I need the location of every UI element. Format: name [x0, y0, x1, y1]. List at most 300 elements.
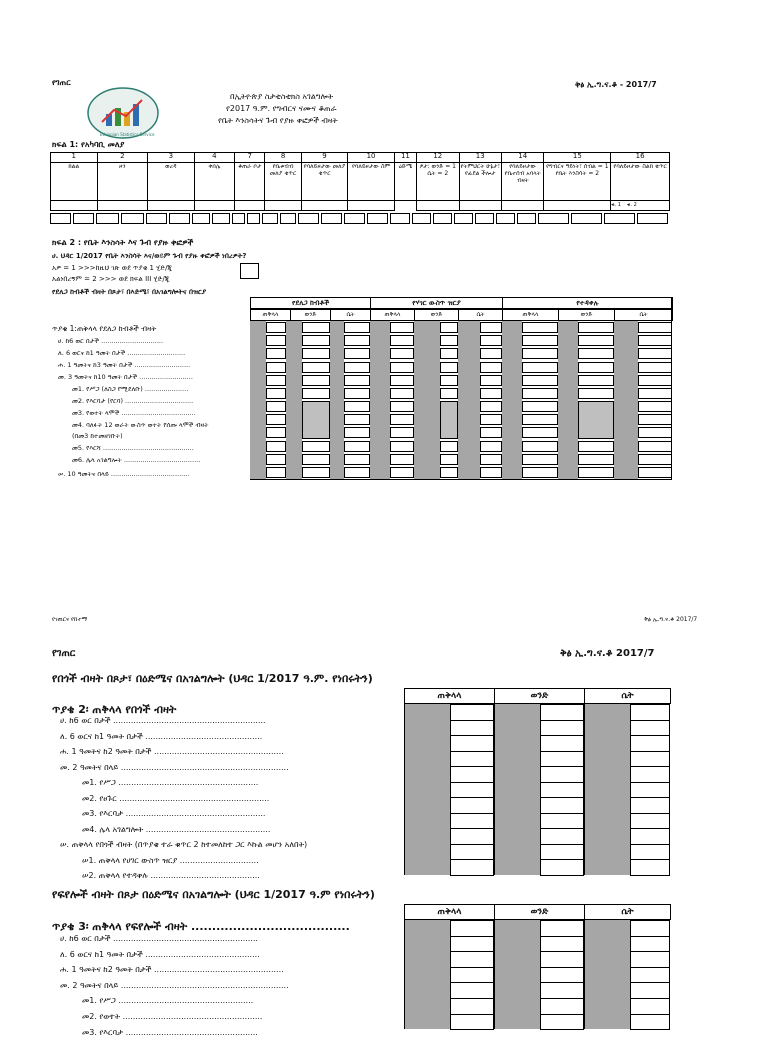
column-header: ሴት [584, 688, 671, 704]
entry-box[interactable] [450, 751, 494, 768]
blank-cell [544, 201, 611, 211]
q2-item: መ4. ሌላ አገልግሎት ................................................. [82, 824, 271, 834]
entry-box[interactable] [540, 920, 584, 937]
entry-box[interactable] [433, 213, 452, 224]
gray-column [458, 321, 480, 479]
q2-item: መ3. የእርባታ ....................................................... [82, 809, 266, 818]
cattle-entry-box[interactable] [440, 362, 458, 373]
cattle-entry-box[interactable] [578, 441, 614, 452]
column-number: 4 [194, 153, 234, 163]
cattle-entry-box[interactable] [390, 401, 414, 412]
entry-box[interactable] [212, 213, 230, 224]
cattle-entry-box[interactable] [522, 388, 558, 399]
cattle-entry-box[interactable] [480, 427, 502, 438]
column-label: ፆታ: ወንድ = 1 ሴት = 2 [417, 163, 459, 201]
entry-box[interactable] [540, 998, 584, 1015]
shaded-block [578, 401, 614, 439]
entry-box[interactable] [540, 813, 584, 830]
column-label: ክልል [51, 163, 98, 201]
cattle-entry-box[interactable] [578, 322, 614, 333]
cattle-entry-box[interactable] [344, 454, 370, 465]
blank-cell [97, 201, 148, 211]
gray-column [558, 321, 578, 479]
cattle-entry-box[interactable] [638, 414, 672, 425]
table-mid-line [584, 704, 585, 875]
column-number: 15 [544, 153, 611, 163]
q2-item: ሠ. ጠቅላላ የበጎች ብዛት (በጥያቄ ተራ ቁጥር 2 ከተመለከተ ጋር እኩል መሆን አለበት) [60, 840, 308, 849]
cattle-entry-box[interactable] [344, 362, 370, 373]
blank-cell [611, 201, 670, 211]
column-label: የትምህርት ሁኔታ፣ የፊደል ችሎታ [459, 163, 501, 201]
column-label: ቀበሌ [194, 163, 234, 201]
gray-column [404, 704, 450, 875]
gray-column [286, 321, 302, 479]
entry-box[interactable] [298, 213, 319, 224]
entry-box[interactable] [630, 782, 670, 799]
cattle-entry-box[interactable] [578, 335, 614, 346]
column-number: 11 [394, 153, 416, 163]
column-number: 3 [148, 153, 195, 163]
cattle-entry-box[interactable] [344, 388, 370, 399]
entry-box[interactable] [412, 213, 431, 224]
entry-box[interactable] [450, 951, 494, 968]
cattle-entry-box[interactable] [302, 362, 330, 373]
table-right-line [671, 297, 672, 479]
phone-label-1: ቁ. 1 [611, 202, 621, 208]
column-header: ጠቅላላ [404, 688, 495, 704]
section2-title: ክፍል 2 : የቤት እንስሳት እና ጉብ የያዙ ቀፎዎች [52, 238, 194, 247]
cattle-entry-box[interactable] [480, 375, 502, 386]
sheep-section-title: የበጎች ብዛት በጾታ፣ በዕድሜና በአገልግሎት (ህዳር 1/2017 ዓ.ም. የነበሩትን) [52, 672, 373, 685]
cattle-entry-box[interactable] [638, 322, 672, 333]
sub-header: ወንድ [290, 309, 331, 321]
gray-column [584, 920, 630, 1029]
cattle-entry-box[interactable] [390, 322, 414, 333]
cattle-entry-box[interactable] [302, 335, 330, 346]
sub-header: ጠቅላላ [370, 309, 415, 321]
entry-box[interactable] [450, 920, 494, 937]
cattle-entry-box[interactable] [266, 414, 286, 425]
entry-box[interactable] [540, 859, 584, 876]
entry-box[interactable] [630, 967, 670, 984]
cattle-note: የደለጋ ከብቶች ብዛት በጾታ፣ በእድሜ፣ በአገልግሎትና በዝርያ [52, 288, 207, 296]
column-label: ዞን [97, 163, 148, 201]
title-line-3: የቤት እንስሳትና ጉብ የያዙ ቀፎዎች ብዛት [218, 116, 338, 125]
entry-box[interactable] [630, 766, 670, 783]
q2-item: ሀ. ከ6 ወር በታች ............................................................ [60, 716, 266, 725]
cattle-entry-box[interactable] [344, 414, 370, 425]
column-label: የግብርና ዓይነት፣ ሰብል = 1 የቤት እንስሳት = 2 [544, 163, 611, 201]
entry-box[interactable] [450, 844, 494, 861]
cattle-entry-box[interactable] [440, 322, 458, 333]
entry-box[interactable] [540, 751, 584, 768]
entry-box[interactable] [571, 213, 602, 224]
cattle-entry-box[interactable] [638, 388, 672, 399]
entry-box[interactable] [262, 213, 278, 224]
entry-box[interactable] [192, 213, 210, 224]
cattle-entry-box[interactable] [266, 388, 286, 399]
cattle-entry-box[interactable] [522, 375, 558, 386]
entry-box[interactable] [630, 951, 670, 968]
entry-box[interactable] [232, 213, 245, 224]
blank-cell [348, 201, 395, 211]
page2-form-code: ቅፅ ኢ.ግ.ና.ቆ 2017/7 [560, 648, 655, 659]
q3-item: ሀ. ከ6 ወር በታች ......................................................... [60, 934, 258, 943]
cattle-entry-box[interactable] [390, 467, 414, 478]
cattle-entry-box[interactable] [638, 362, 672, 373]
cattle-entry-box[interactable] [480, 362, 502, 373]
table-mid-line [494, 704, 495, 875]
q1-item: ሠ. 10 ዓመትና በላይ ...................................... [58, 470, 190, 478]
column-header: ወንድ [494, 904, 585, 920]
group-header: የደለጋ ከብቶች [250, 297, 371, 309]
cattle-entry-box[interactable] [522, 362, 558, 373]
q2-item: ሠ1. ጠቅላላ የሀገር ውስጥ ዝርያ ............................... [82, 855, 259, 865]
table-left-line [404, 704, 405, 875]
column-label: የባለይዞታው ስልክ ቁጥር [611, 163, 670, 201]
cattle-entry-box[interactable] [344, 348, 370, 359]
gray-column [404, 920, 450, 1029]
section1-table [50, 152, 670, 211]
entry-box[interactable] [475, 213, 494, 224]
column-number: 12 [417, 153, 459, 163]
entry-box[interactable] [454, 213, 473, 224]
cattle-entry-box[interactable] [390, 427, 414, 438]
cattle-entry-box[interactable] [344, 441, 370, 452]
entry-box[interactable] [450, 859, 494, 876]
answer-yes: አዎ = 1 >>>ከዚህ ገጽ ወደ ጥያቄ 1 ሂድ/ጂ [52, 264, 173, 272]
cattle-entry-box[interactable] [638, 375, 672, 386]
entry-box[interactable] [450, 797, 494, 814]
entry-box[interactable] [169, 213, 190, 224]
q1-item: መ1. የሥጋ (ለስጋ የሚደለቡ) ..................... [72, 385, 189, 393]
blank-cell [301, 201, 348, 211]
column-label: የባለይዞታው ስም [348, 163, 395, 201]
sub-header: ወንድ [558, 309, 615, 321]
cattle-entry-box[interactable] [344, 467, 370, 478]
cattle-entry-box[interactable] [522, 454, 558, 465]
cattle-entry-box[interactable] [480, 441, 502, 452]
page-footer-right: ቅፅ ኢ.ግ.ና.ቆ 2017/7 [644, 616, 698, 623]
cattle-entry-box[interactable] [302, 441, 330, 452]
cattle-entry-box[interactable] [638, 467, 672, 478]
q2-item: ሠ2. ጠቅላላ የተዳቀሉ ........................................... [82, 871, 260, 880]
entry-box[interactable] [540, 797, 584, 814]
cattle-entry-box[interactable] [578, 388, 614, 399]
entry-box[interactable] [540, 1014, 584, 1031]
cattle-entry-box[interactable] [390, 388, 414, 399]
column-label: የባለይዞታው የቤተሰብ አባላት ብዛት [502, 163, 544, 201]
gray-column [250, 321, 266, 479]
column-number: 1 [51, 153, 98, 163]
blank-cell [235, 201, 265, 211]
cattle-entry-box[interactable] [266, 362, 286, 373]
entry-box[interactable] [450, 735, 494, 752]
entry-box[interactable] [630, 704, 670, 721]
title-line-2: የ2017 ዓ.ም. የግብርና ናሙና ቆጠራ [226, 104, 337, 113]
cattle-entry-box[interactable] [266, 454, 286, 465]
column-label: የቤቱብብ መለያ ቁጥር [265, 163, 301, 201]
entry-box[interactable] [630, 828, 670, 845]
entry-box[interactable] [344, 213, 365, 224]
cattle-entry-box[interactable] [266, 441, 286, 452]
entry-box[interactable] [637, 213, 668, 224]
column-number: 9 [301, 153, 348, 163]
gray-column [414, 321, 440, 479]
cattle-entry-box[interactable] [638, 427, 672, 438]
entry-box[interactable] [73, 213, 94, 224]
cattle-entry-box[interactable] [344, 401, 370, 412]
cattle-entry-box[interactable] [390, 348, 414, 359]
entry-box[interactable] [450, 936, 494, 953]
entry-box[interactable] [450, 982, 494, 999]
q3-item: መ2. የወተት ....................................................... [82, 1012, 263, 1021]
q1-item: መ2. የእርባታ (የርባ) ................................. [72, 397, 194, 405]
cattle-entry-box[interactable] [390, 414, 414, 425]
cattle-entry-box[interactable] [266, 335, 286, 346]
q1-title: ጥያቄ 1:ጠቅላላ የደለጋ ከብቶች ብዛት [52, 324, 157, 333]
entry-box[interactable] [540, 951, 584, 968]
entry-box[interactable] [604, 213, 635, 224]
entry-box[interactable] [517, 213, 536, 224]
cattle-entry-box[interactable] [440, 454, 458, 465]
page1-header-left: የገጠር [52, 78, 71, 87]
cattle-entry-box[interactable] [522, 322, 558, 333]
cattle-entry-box[interactable] [522, 335, 558, 346]
cattle-entry-box[interactable] [480, 467, 502, 478]
entry-box[interactable] [630, 813, 670, 830]
sub-header: ሴት [614, 309, 673, 321]
entry-box[interactable] [280, 213, 296, 224]
column-number: 8 [265, 153, 301, 163]
cattle-entry-box[interactable] [480, 348, 502, 359]
q1-item: መ6. ሌላ አገልግሎት ..................................... [72, 456, 201, 464]
cattle-entry-box[interactable] [480, 335, 502, 346]
cattle-entry-box[interactable] [638, 401, 672, 412]
entry-box[interactable] [540, 967, 584, 984]
entry-box[interactable] [540, 704, 584, 721]
cattle-entry-box[interactable] [480, 388, 502, 399]
table-bottom-line [250, 479, 672, 480]
cattle-entry-box[interactable] [480, 454, 502, 465]
entry-box[interactable] [630, 1014, 670, 1031]
cattle-entry-box[interactable] [522, 467, 558, 478]
gray-column [584, 704, 630, 875]
entry-box[interactable] [450, 1014, 494, 1031]
gray-column [502, 321, 522, 479]
cattle-entry-box[interactable] [480, 322, 502, 333]
blank-cell [51, 201, 98, 211]
q1-item: ለ. 6 ወርና ከ1 ዓመት በታች ............................ [58, 349, 186, 357]
column-label: የባለይዞታው መለያ ቁጥር [301, 163, 348, 201]
cattle-entry-box[interactable] [638, 335, 672, 346]
cattle-entry-box[interactable] [302, 467, 330, 478]
entry-box[interactable] [630, 982, 670, 999]
cattle-entry-box[interactable] [578, 362, 614, 373]
cattle-entry-box[interactable] [302, 375, 330, 386]
cattle-entry-box[interactable] [480, 401, 502, 412]
column-label: ወረዳ [148, 163, 195, 201]
cattle-entry-box[interactable] [522, 401, 558, 412]
cattle-entry-box[interactable] [578, 467, 614, 478]
gray-column [370, 321, 390, 479]
column-number: 10 [348, 153, 395, 163]
entry-box[interactable] [321, 213, 342, 224]
entry-box[interactable] [540, 982, 584, 999]
shaded-block [302, 401, 330, 439]
entry-box[interactable] [450, 828, 494, 845]
cattle-entry-box[interactable] [266, 322, 286, 333]
entry-box[interactable] [630, 859, 670, 876]
entry-box[interactable] [540, 782, 584, 799]
cattle-entry-box[interactable] [266, 375, 286, 386]
entry-box[interactable] [630, 797, 670, 814]
entry-box[interactable] [630, 751, 670, 768]
entry-box[interactable] [540, 766, 584, 783]
section1-title: ክፍል 1: የአካባቢ መለያ [52, 140, 125, 149]
entry-box[interactable] [630, 735, 670, 752]
column-label: ዕድሜ [394, 163, 416, 201]
cattle-entry-box[interactable] [638, 348, 672, 359]
entry-box[interactable] [450, 766, 494, 783]
cattle-entry-box[interactable] [440, 388, 458, 399]
entry-box[interactable] [630, 844, 670, 861]
entry-box[interactable] [96, 213, 119, 224]
entry-box[interactable] [450, 813, 494, 830]
cattle-entry-box[interactable] [390, 441, 414, 452]
entry-box[interactable] [367, 213, 388, 224]
q3-item: መ. 2 ዓመትና በላይ .................................................................. [60, 980, 289, 990]
cattle-entry-box[interactable] [638, 454, 672, 465]
cattle-entry-box[interactable] [344, 335, 370, 346]
column-header: ወንድ [494, 688, 585, 704]
question-a: ሀ. ህዳር 1/2017 የቤት እንስሳት እና/ወይም ጉብ የያዙ ቀፎዎች ነበረዎት? [52, 252, 247, 260]
blank-cell [265, 201, 301, 211]
cattle-entry-box[interactable] [440, 348, 458, 359]
q3-title: ጥያቄ 3፡ ጠቅላላ የፍየሎች ብዛት ...................................... [52, 920, 350, 933]
group-header: የተዳቀሉ [502, 297, 673, 309]
entry-box[interactable] [450, 704, 494, 721]
entry-box[interactable] [496, 213, 515, 224]
cattle-entry-box[interactable] [578, 375, 614, 386]
sub-header: ጠቅላላ [502, 309, 559, 321]
entry-box[interactable] [538, 213, 569, 224]
cattle-entry-box[interactable] [344, 375, 370, 386]
blank-cell [148, 201, 195, 211]
entry-box[interactable] [540, 936, 584, 953]
cattle-entry-box[interactable] [390, 375, 414, 386]
table-mid-line [494, 920, 495, 1029]
cattle-entry-box[interactable] [302, 322, 330, 333]
sub-header: ጠቅላላ [250, 309, 291, 321]
cattle-entry-box[interactable] [440, 441, 458, 452]
answer-code-box[interactable] [240, 263, 259, 279]
q2-item: መ. 2 ዓመትና በላይ .................................................................. [60, 762, 289, 772]
cattle-entry-box[interactable] [344, 427, 370, 438]
cattle-entry-box[interactable] [302, 388, 330, 399]
answer-no: አልነበረኝም = 2 >>> ወደ ክፍል III ሂድ/ጂ [52, 275, 170, 283]
entry-box[interactable] [450, 782, 494, 799]
entry-box[interactable] [450, 967, 494, 984]
shaded-block [440, 401, 458, 439]
entry-box[interactable] [146, 213, 167, 224]
cattle-entry-box[interactable] [522, 348, 558, 359]
cattle-entry-box[interactable] [440, 467, 458, 478]
page-footer-left: የገጠርና የከተማ [52, 616, 88, 623]
cattle-entry-box[interactable] [266, 401, 286, 412]
logo-text: Ethiopian Statistics Service [100, 132, 155, 137]
q1-item: መ5. የእርሻ ............................................ [72, 444, 194, 452]
entry-box[interactable] [540, 844, 584, 861]
entry-box[interactable] [121, 213, 144, 224]
cattle-entry-box[interactable] [302, 348, 330, 359]
blank-cell [417, 201, 459, 211]
q1-item: (በመ3 ከተመዘገቡት) [72, 432, 123, 440]
q2-title: ጥያቄ 2፡ ጠቅላላ የበጎች ብዛት [52, 703, 177, 716]
entry-box[interactable] [540, 720, 584, 737]
cattle-entry-box[interactable] [480, 414, 502, 425]
sub-header: ወንድ [414, 309, 459, 321]
column-label: ቆጠራ ቦታ [235, 163, 265, 201]
cattle-entry-box[interactable] [578, 454, 614, 465]
entry-box[interactable] [390, 213, 410, 224]
phone-label-2: ቁ. 2 [626, 202, 637, 208]
sub-header: ሴት [330, 309, 371, 321]
cattle-entry-box[interactable] [390, 454, 414, 465]
entry-box[interactable] [50, 213, 71, 224]
q2-item: ሐ. 1 ዓመትና ከ2 ዓመት በታች ................................................... [60, 747, 284, 756]
blank-cell [194, 201, 234, 211]
q2-item: ለ. 6 ወርና ከ1 ዓመት በታች .............................................. [60, 731, 263, 741]
page1-form-code: ቅፅ ኢ.ግ.ና.ቆ - 2017/7 [575, 80, 657, 89]
cattle-entry-box[interactable] [522, 441, 558, 452]
sub-header: ሴት [458, 309, 503, 321]
gray-column [494, 704, 540, 875]
q1-item: ሐ. 1 ዓመትና ከ3 ዓመት በታች ........................... [58, 361, 191, 369]
cattle-entry-box[interactable] [522, 414, 558, 425]
entry-box[interactable] [630, 936, 670, 953]
column-number: 14 [502, 153, 544, 163]
cattle-entry-box[interactable] [266, 467, 286, 478]
column-number: 7 [235, 153, 265, 163]
blank-cell [459, 201, 501, 211]
cattle-entry-box[interactable] [390, 335, 414, 346]
cattle-entry-box[interactable] [440, 375, 458, 386]
cattle-entry-box[interactable] [440, 335, 458, 346]
q3-item: መ3. የእርባታ .................................................... [82, 1027, 258, 1037]
gray-column [494, 920, 540, 1029]
entry-box[interactable] [450, 720, 494, 737]
column-header: ጠቅላላ [404, 904, 495, 920]
entry-box[interactable] [540, 828, 584, 845]
cattle-entry-box[interactable] [578, 348, 614, 359]
entry-box[interactable] [540, 735, 584, 752]
entry-box[interactable] [630, 720, 670, 737]
entry-box[interactable] [247, 213, 260, 224]
cattle-entry-box[interactable] [302, 454, 330, 465]
column-number: 16 [611, 153, 670, 163]
cattle-entry-box[interactable] [266, 427, 286, 438]
entry-box[interactable] [630, 998, 670, 1015]
entry-box[interactable] [450, 998, 494, 1015]
cattle-entry-box[interactable] [522, 427, 558, 438]
cattle-entry-box[interactable] [390, 362, 414, 373]
cattle-entry-box[interactable] [638, 441, 672, 452]
q1-item: መ3. የወተት ላሞች .................................... [72, 409, 196, 417]
cattle-entry-box[interactable] [266, 348, 286, 359]
cattle-entry-box[interactable] [344, 322, 370, 333]
entry-box[interactable] [630, 920, 670, 937]
